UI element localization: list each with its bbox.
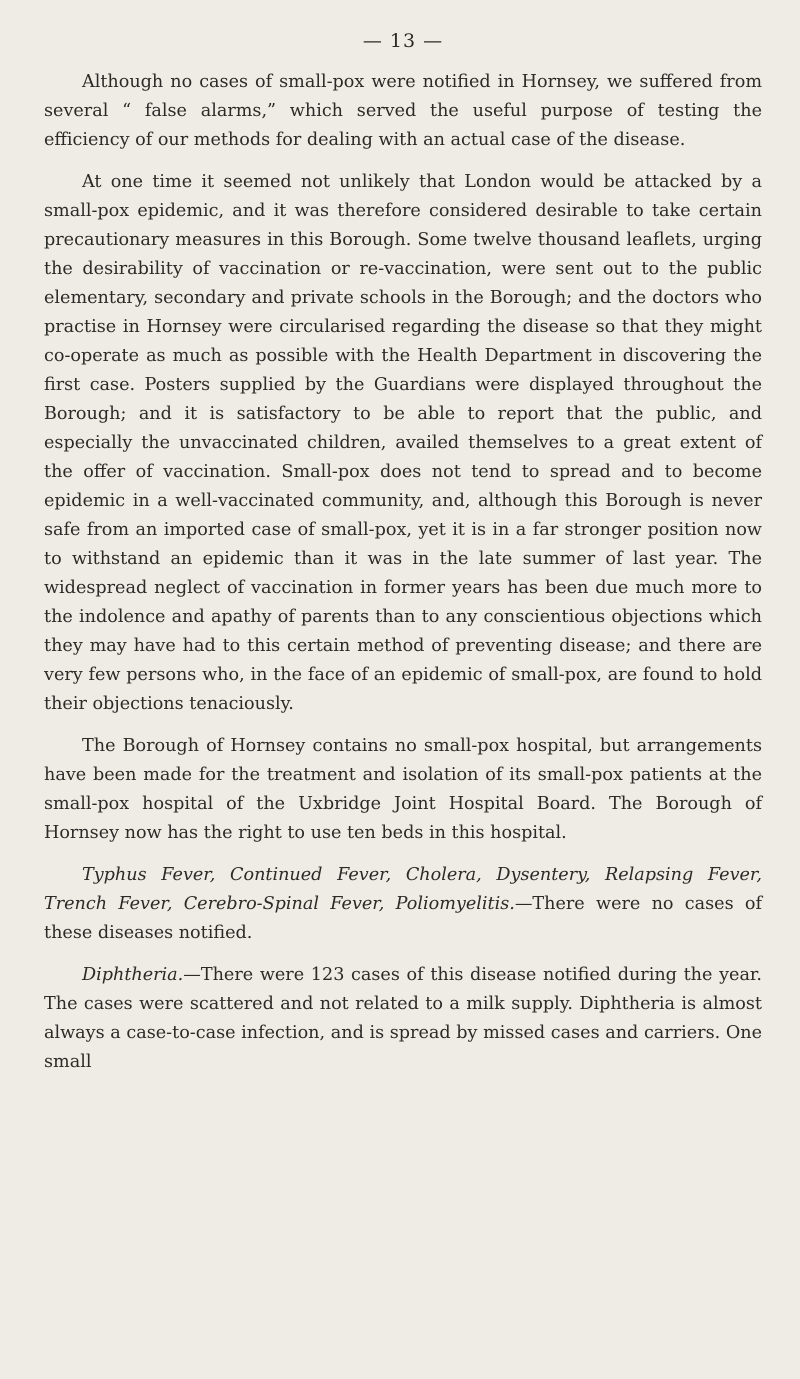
paragraph-diphtheria xyxy=(44,961,762,1077)
paragraph-precautionary-measures: At one time it seemed not unlikely that London would be attacked by a small-pox epidemic, and it was therefore considered desirable to take certain precautionary measures in this Borough. Some twelve thousand leaflets, urging the desirability of vaccination or re-vaccination, were sent out to the public elementary, secondary and private schools in the Borough; and the doctors who practise in Hornsey were circularised regarding the disease so that they might co-operate as much as possible with the Health Department in discovering the first case. Posters supplied by the Guardians were displayed throughout the Borough; and it is satisfactory to be able to report that the public, and especially the unvaccinated children, availed themselves to a great extent of the offer of vaccination. Small-pox does not tend to spread and to become epidemic in a well-vaccinated community, and, although this Borough is never safe from an imported case of small-pox, yet it is in a far stronger position now to withstand an epidemic than it was in the late summer of last year. The widespread neglect of vaccination in former years has been due much more to the indolence and apathy of parents than to any conscientious objections which they may have had to this certain method of preventing disease; and there are very few persons who, in the face of an epidemic of small-pox, are found to hold their objections tenaciously. xyxy=(44,172,762,714)
other-fevers-heading: Typhus Fever, Continued Fever, Cholera, Dysentery, Relapsing Fever, Trench Fever, Cerebro-Spinal Fever, Poliomyelitis. xyxy=(44,865,762,914)
other-fevers-body: —There were no cases of these diseases notified. xyxy=(44,894,762,943)
diphtheria-body: —There were 123 cases of this disease notified during the year. The cases were scattered and not related to a milk supply. Diphtheria is almost always a case-to-case infection, and is spread by missed cases and carriers. One small xyxy=(44,965,762,1072)
paragraph-isolation-hospital: The Borough of Hornsey contains no small-pox hospital, but arrangements have been made for the treatment and isolation of its small-pox patients at the small-pox hospital of the Uxbridge Joint Hospital Board. The Borough of Hornsey now has the right to use ten beds in this hospital. xyxy=(44,736,762,843)
page-number: — 13 — xyxy=(362,30,444,52)
paragraph-false-alarms: Although no cases of small-pox were notified in Hornsey, we suffered from several “ false alarms,” which served the useful purpose of testing the efficiency of our methods for dealing with an actual case of the disease. xyxy=(44,72,762,150)
paragraph-other-fevers xyxy=(44,861,762,948)
diphtheria-heading: Diphtheria. xyxy=(82,965,184,985)
